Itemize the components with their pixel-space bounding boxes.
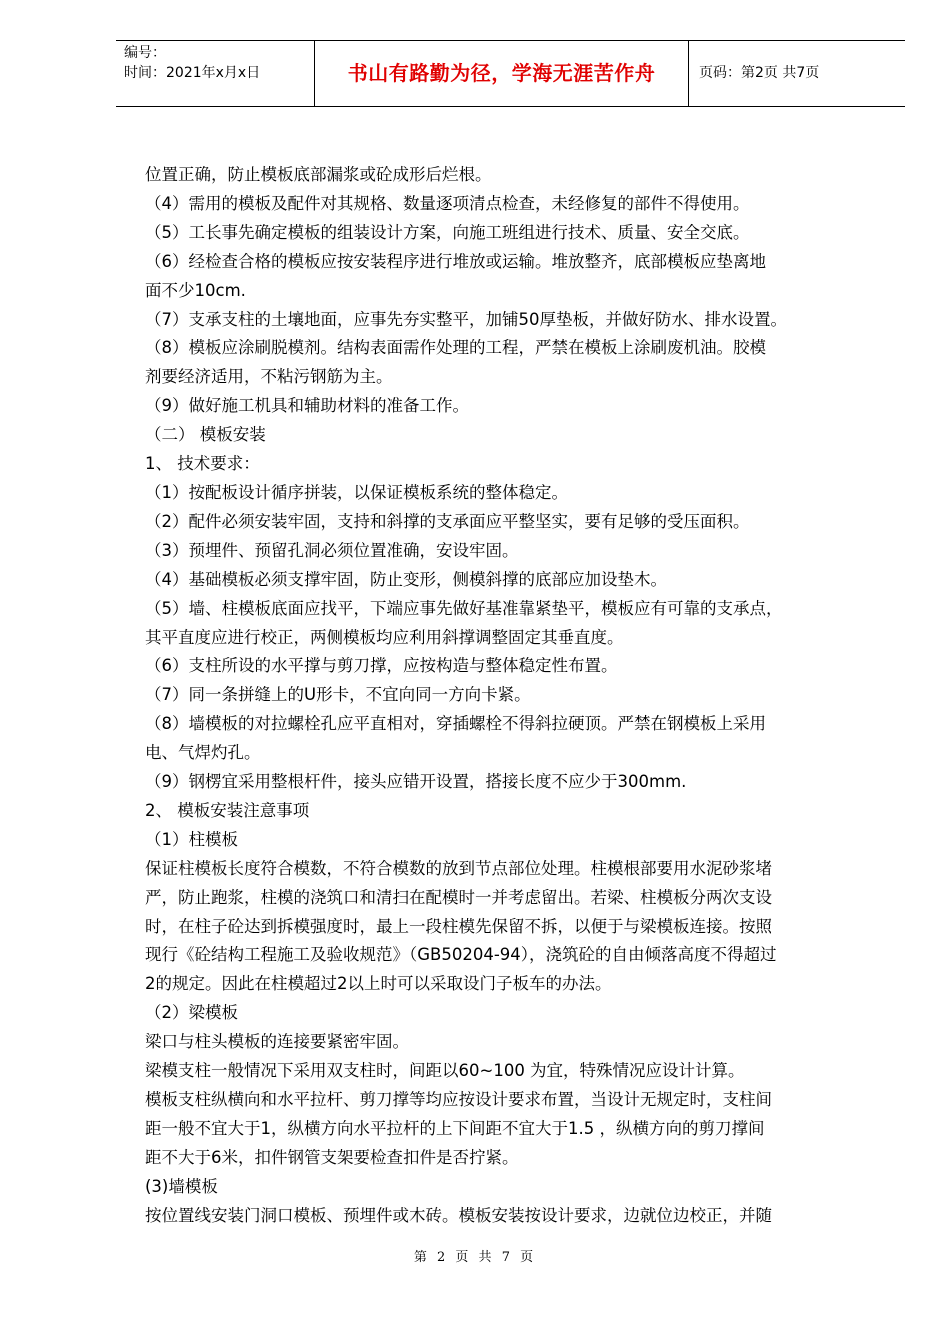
body-line: 按位置线安装门洞口模板、预埋件或木砖。模板安装按设计要求，边就位边校正，并随 <box>145 1205 772 1225</box>
page-footer: 第 2 页 共 7 页 <box>413 1250 537 1265</box>
body-line: 保证柱模板长度符合模数，不符合模数的放到节点部位处理。柱模根部要用水泥砂浆堵 <box>145 858 772 878</box>
body-line: （8）模板应涂刷脱模剂。结构表面需作处理的工程，严禁在模板上涂刷废机油。胶模 <box>145 338 766 358</box>
body-line: （8）墙模板的对拉螺栓孔应平直相对，穿插螺栓不得斜拉硬顶。严禁在钢模板上采用 <box>145 714 766 734</box>
document-time-label: 时间：2021年x月x日 <box>124 65 261 81</box>
body-line: （5）墙、柱模板底面应找平，下端应事先做好基准靠紧垫平，模板应有可靠的支承点， <box>145 598 783 618</box>
body-line: 严，防止跑浆，柱模的浇筑口和清扫在配模时一并考虑留出。若梁、柱模板分两次支设 <box>145 887 772 907</box>
body-line: （7）同一条拼缝上的U形卡，不宜向同一方向卡紧。 <box>145 685 531 705</box>
body-line: 2的规定。因此在柱模超过2以上时可以采取设门子板车的办法。 <box>145 974 612 994</box>
header-motto: 书山有路勤为径，学海无涯苦作舟 <box>315 41 689 106</box>
body-line: （3）预埋件、预留孔洞必须位置准确，安设牢固。 <box>145 540 519 560</box>
body-line: （4）需用的模板及配件对其规格、数量逐项清点检查，未经修复的部件不得使用。 <box>145 193 750 213</box>
body-line: 面不少10cm. <box>145 280 246 300</box>
page-header <box>116 40 905 107</box>
document-number-label: 编号： <box>124 45 166 61</box>
body-line: 电、气焊灼孔。 <box>145 743 261 763</box>
body-line: 距不大于6米，扣件钢管支架要检查扣件是否拧紧。 <box>145 1147 519 1167</box>
subsection-heading: 2、 模板安装注意事项 <box>145 800 310 820</box>
subsection-heading: 1、 技术要求： <box>145 454 260 474</box>
section-heading: （二） 模板安装 <box>145 425 266 445</box>
body-line: （4）基础模板必须支撑牢固，防止变形，侧模斜撑的底部应加设垫木。 <box>145 569 667 589</box>
header-page-info: 页码：第2页 共7页 <box>699 65 820 81</box>
document-body <box>145 161 885 1231</box>
body-line: （5）工长事先确定模板的组装设计方案，向施工班组进行技术、质量、安全交底。 <box>145 222 750 242</box>
body-line: 其平直度应进行校正，两侧模板均应利用斜撑调整固定其垂直度。 <box>145 627 624 647</box>
item-heading: （2）梁模板 <box>145 1003 238 1023</box>
body-line: （7）支承支柱的土壤地面，应事先夯实整平，加铺50厚垫板，并做好防水、排水设置。 <box>145 309 787 329</box>
body-line: 位置正确，防止模板底部漏浆或砼成形后烂根。 <box>145 165 492 184</box>
body-line: 现行《砼结构工程施工及验收规范》（GB50204-94），浇筑砼的自由倾落高度不得超过 <box>145 945 777 965</box>
body-line: 梁口与柱头模板的连接要紧密牢固。 <box>145 1032 409 1052</box>
body-line: （1）按配板设计循序拼装，以保证模板系统的整体稳定。 <box>145 482 568 502</box>
item-heading: （1）柱模板 <box>145 829 238 849</box>
body-line: （2）配件必须安装牢固，支持和斜撑的支承面应平整坚实，要有足够的受压面积。 <box>145 511 750 531</box>
body-line: 梁模支柱一般情况下采用双支柱时，间距以60~100 为宜，特殊情况应设计计算。 <box>145 1061 745 1081</box>
body-line: （6）经检查合格的模板应按安装程序进行堆放或运输。堆放整齐，底部模板应垫离地 <box>145 251 766 271</box>
body-line: （9）做好施工机具和辅助材料的准备工作。 <box>145 396 469 416</box>
body-line: 时，在柱子砼达到拆模强度时，最上一段柱模先保留不拆，以便于与梁模板连接。按照 <box>145 916 772 936</box>
body-line: 模板支柱纵横向和水平拉杆、剪刀撑等均应按设计要求布置，当设计无规定时，支柱间 <box>145 1090 772 1109</box>
body-line: （6）支柱所设的水平撑与剪刀撑，应按构造与整体稳定性布置。 <box>145 656 618 676</box>
body-line: （9）钢楞宜采用整根杆件，接头应错开设置，搭接长度不应少于300mm. <box>145 772 687 792</box>
body-line: 距一般不宜大于1，纵横方向水平拉杆的上下间距不宜大于1.5 ，纵横方向的剪刀撑间 <box>145 1118 765 1138</box>
item-heading: (3)墙模板 <box>145 1176 218 1196</box>
body-line: 剂要经济适用，不粘污钢筋为主。 <box>145 367 393 387</box>
header-meta-cell <box>116 41 315 106</box>
